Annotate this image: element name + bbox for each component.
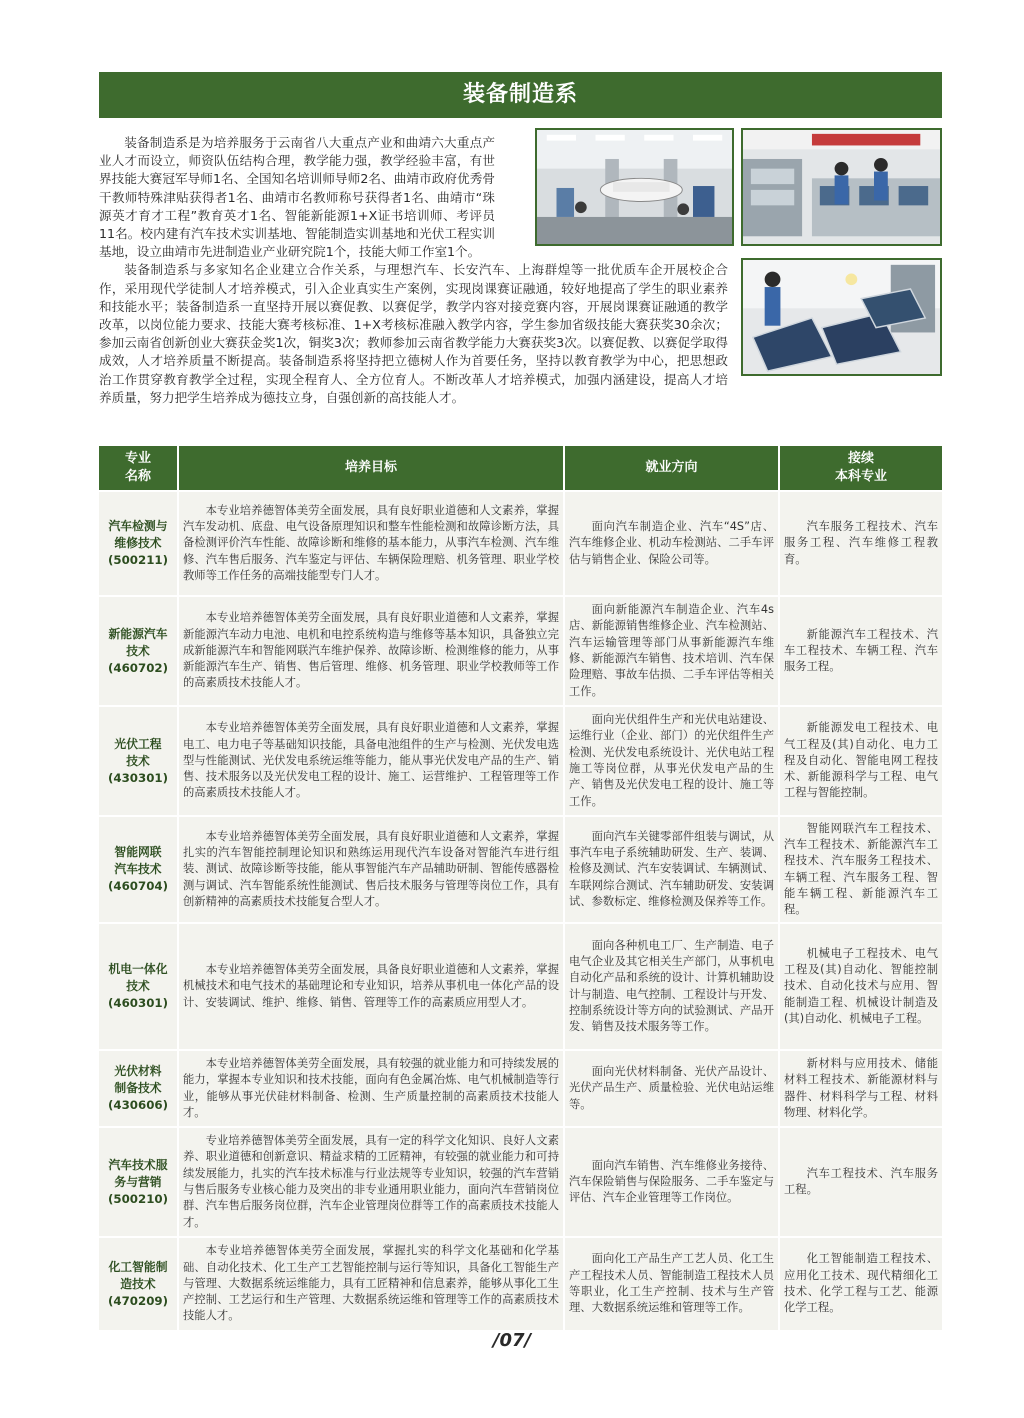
table-row (99, 1128, 942, 1238)
training-goal (179, 492, 565, 595)
major-name (99, 707, 179, 815)
table-row (99, 924, 942, 1051)
major-name-line: 维修技术 (114, 536, 162, 550)
major-name-line: 技术 (126, 753, 150, 768)
major-name (99, 492, 179, 595)
training-goal (179, 707, 565, 815)
intro-paragraph: 装备制造系是为培养服务于云南省八大重点产业和曲靖六大重点产业人才而设立，师资队伍结构合理，教学能力强，教学经验丰富，有世界技能大赛冠军导师1名、全国知名培训师导师2名、曲靖市政府优秀骨干教师特殊津贴获得者1名、曲靖市名教师称号获得者1名、曲靖市“珠源英才育才工程”教育英才1名、智能新能源1+X证书培训师、考评员11名。校内建有汽车技术实训基地、智能制造实训基地和光伏工程实训基地，设立曲靖市先进制造业产业研究院1个，技能大师工作室1个。 (99, 135, 495, 260)
header-further-line: 本科专业 (834, 469, 887, 484)
career-direction (565, 597, 780, 705)
career-direction (565, 817, 780, 922)
further-study-text: 化工智能制造工程技术、应用化工技术、现代精细化工技术、化学工程与工艺、能源化学工程。 (784, 1252, 938, 1315)
major-name (99, 597, 179, 705)
major-name-line: 制备技术 (114, 1081, 162, 1095)
career-direction-text: 面向汽车关键零部件组装与调试，从事汽车电子系统辅助研发、生产、装调、检修及测试、汽车安装调试、车辆测试、车联网综合测试、汽车辅助研发、安装调试、参数标定、维修检测及保养等工作。 (569, 829, 774, 908)
career-direction-text: 面向汽车销售、汽车维修业务接待、汽车保险销售与保险服务、二手车鉴定与评估、汽车企业管理等工作岗位。 (569, 1158, 774, 1205)
career-direction (565, 492, 780, 595)
further-study (780, 1238, 942, 1330)
career-direction (565, 1051, 780, 1126)
major-name (99, 924, 179, 1049)
training-goal-text: 本专业培养德智体美劳全面发展，具有良好职业道德和人文素养，掌握扎实的汽车智能控制理论知识和熟练运用现代汽车设备对智能汽车进行组装、测试、故障诊断等技能，能从事智能汽车产品辅助研制、智能传感器检测与调试、汽车智能系统性能测试、售后技术服务与管理等岗位工作，具有创新精神的高素质技术技能复合型人才。 (183, 829, 559, 908)
further-study (780, 492, 942, 595)
further-study (780, 707, 942, 815)
training-goal-text: 本专业培养德智体美劳全面发展，具有良好职业道德和人文素养，掌握汽车发动机、底盘、电气设备原理知识和整车性能检测和故障诊断方法，具备检测评价汽车性能、故障诊断和维修的基本能力，从事汽车检测、汽车维修、汽车售后服务、汽车鉴定与评估、车辆保险理赔、机务管理、职业学校教师等工作任务的高端技能型专门人才。 (183, 503, 559, 582)
header-career: 就业方向 (565, 446, 780, 490)
major-name-line: 务与营销 (114, 1174, 162, 1189)
table-row (99, 1051, 942, 1128)
major-code: (460301) (107, 996, 169, 1010)
career-direction-text: 面向化工产品生产工艺人员、化工生产工程技术人员、智能制造工程技术人员等职业，化工生产控制、技术与生产管理、大数据系统运维和管理等工作。 (569, 1252, 774, 1315)
major-code: (460702) (107, 660, 169, 675)
career-direction (565, 1128, 780, 1236)
further-study-text: 智能网联汽车工程技术、汽车工程技术、新能源汽车工程技术、汽车服务工程技术、车辆工程、汽车服务工程、智能车辆工程、新能源汽车工程。 (784, 821, 938, 917)
page-number: /07/ (492, 1330, 532, 1351)
training-goal-text: 专业培养德智体美劳全面发展，具有一定的科学文化知识、良好人文素养、职业道德和创新意识、精益求精的工匠精神，有较强的就业能力和可持续发展能力，扎实的汽车技术标准与行业法规等专业知识，较强的汽车营销与售后服务专业核心能力及突出的非专业通用职业能力，面向汽车营销岗位群、汽车售后服务岗位群，汽车企业管理岗位群等工作的高素质技术技能人才。 (183, 1134, 559, 1229)
training-goal (179, 1238, 565, 1330)
major-name-line: 造技术 (120, 1276, 156, 1291)
further-study (780, 924, 942, 1049)
float-spacer-top (495, 134, 942, 248)
major-code: (430606) (107, 1098, 169, 1112)
training-goal-text: 本专业培养德智体美劳全面发展，具有较强的就业能力和可持续发展的能力，掌握本专业知识和技术技能，面向有色金属冶炼、电气机械制造等行业，能够从事光伏硅材料制备、检测、生产质量控制的高素质技术技能人才。 (183, 1056, 559, 1119)
major-name-line: 机电一体化 (108, 962, 168, 976)
career-direction (565, 1238, 780, 1330)
further-study-text: 新能源汽车工程技术、汽车工程技术、车辆工程、汽车服务工程。 (784, 627, 938, 674)
further-study-text: 机械电子工程技术、电气工程及(其)自动化、智能控制技术、自动化技术与应用、智能制造工程、机械设计制造及(其)自动化、机械电子工程。 (784, 946, 938, 1025)
major-name-line: 智能网联 (114, 845, 162, 859)
department-title-banner (99, 72, 942, 118)
further-study-text: 新能源发电工程技术、电气工程及(其)自动化、电力工程及自动化、智能电网工程技术、新能源科学与工程、电气工程与智能控制。 (784, 721, 938, 800)
major-name-line: 技术 (126, 979, 150, 993)
intro-paragraph: 装备制造系与多家知名企业建立合作关系，与理想汽车、长安汽车、上海群煌等一批优质车企开展校企合作，采用现代学徒制人才培养模式，引入企业真实生产案例，实现岗课赛证融通，较好地提高了学生的职业素养和技能水平；装备制造系一直坚持开展以赛促教、以赛促学，教学内容对接竞赛内容，开展岗课赛证融通的教学改革，以岗位能力要求、技能大赛考核标准、1+X考核标准融入教学内容，学生参加省级技能大赛获奖30余次；参加云南省创新创业大赛获金奖1次，铜奖3次；教师参加云南省教学能力大赛获奖3次。以赛促教、以赛促学取得成效，人才培养质量不断提高。装备制造系将坚持把立德树人作为首要任务，坚持以教育教学为中心，把思想政治工作贯穿教育教学全过程，实现全程育人、全方位育人。不断改革人才培养模式，加强内涵建设，提高人才培养质量，努力把学生培养成为德技立身，自强创新的高技能人才。 (99, 262, 728, 405)
float-spacer-bottom (728, 248, 942, 386)
table-header (99, 446, 942, 492)
table-row (99, 492, 942, 597)
major-name-line: 技术 (126, 643, 150, 658)
major-name (99, 817, 179, 922)
majors-table (99, 446, 942, 1332)
career-direction (565, 924, 780, 1049)
training-goal-text: 本专业培养德智体美劳全面发展，具有良好职业道德和人文素养，掌握电工、电力电子等基础知识技能，具备电池组件的生产与检测、光伏发电选型与性能测试、光伏发电系统运维等能力，能从事光伏发电产品的生产、销售、技术服务以及光伏发电工程的设计、施工、运营维护、工程管理等工作的高素质技术技能人才。 (183, 721, 559, 800)
intro-text (99, 134, 942, 407)
major-name-line: 新能源汽车 (108, 626, 168, 641)
career-direction-text: 面向新能源汽车制造企业、汽车4s店、新能源销售维修企业、汽车检测站、汽车运输管理等部门从事新能源汽车维修、新能源汽车销售、技术培训、汽车保险理赔、事故车估损、二手车评估等相关工作。 (569, 603, 774, 698)
major-name-line: 光伏工程 (114, 736, 162, 751)
header-major (99, 446, 179, 490)
career-direction-text: 面向各种机电工厂、生产制造、电子电气企业及其它相关生产部门，从事机电自动化产品和系统的设计、计算机辅助设计与制造、电气控制、工程设计与开发、控制系统设计等方向的试验测试、产品开发、销售及技术服务等工作。 (569, 938, 774, 1034)
header-goal: 培养目标 (179, 446, 565, 490)
header-major-line: 专业 (124, 451, 151, 466)
training-goal-text: 本专业培养德智体美劳全面发展，具有良好职业道德和人文素养，掌握新能源汽车动力电池、电机和电控系统构造与维修等基本知识，具备独立完成新能源汽车和智能网联汽车维护保养、故障诊断、检测维修的能力，从事新能源汽车生产、销售、售后管理、维修、机务管理、职业学校教师等工作的高素质技术技能人才。 (183, 611, 559, 690)
further-study-text: 汽车工程技术、汽车服务工程。 (784, 1166, 938, 1196)
career-direction-text: 面向汽车制造企业、汽车“4S”店、汽车维修企业、机动车检测站、二手车评估与销售企业、保险公司等。 (569, 520, 774, 566)
training-goal-text: 本专业培养德智体美劳全面发展，掌握扎实的科学文化基础和化学基础、自动化技术、化工生产工艺智能控制与运行等知识，具备化工智能生产与管理、大数据系统运维能力，具有工匠精神和信息素养，能够从事化工生产控制、工艺运行和生产管理、大数据系统运维和管理等工作的高素质技术技能人才。 (183, 1244, 559, 1323)
major-name-line: 汽车检测与 (108, 519, 168, 533)
training-goal (179, 597, 565, 705)
training-goal (179, 1128, 565, 1236)
major-name-line: 汽车技术 (114, 862, 162, 876)
further-study-text: 汽车服务工程技术、汽车服务工程、汽车维修工程教育。 (784, 520, 938, 566)
table-row (99, 597, 942, 707)
table-row (99, 817, 942, 924)
career-direction-text: 面向光伏材料制备、光伏产品设计、光伏产品生产、质量检验、光伏电站运维等。 (569, 1065, 774, 1111)
header-major-line: 名称 (124, 469, 151, 484)
training-goal-text: 本专业培养德智体美劳全面发展，具备良好职业道德和人文素养，掌握机械技术和电气技术的基础理论和专业知识，培养从事机电一体化产品的设计、安装调试、维护、维修、销售、管理等工作的高素质应用型人才。 (183, 963, 559, 1009)
major-name (99, 1238, 179, 1330)
major-code: (430301) (107, 770, 169, 785)
further-study (780, 1051, 942, 1126)
major-name (99, 1051, 179, 1126)
table-row (99, 707, 942, 817)
career-direction (565, 707, 780, 815)
header-further-line: 接续 (847, 451, 874, 466)
major-name (99, 1128, 179, 1236)
header-further (780, 446, 942, 490)
major-code: (500210) (107, 1191, 169, 1206)
major-code: (500211) (107, 553, 169, 567)
department-title: 装备制造系 (462, 82, 578, 107)
further-study-text: 新材料与应用技术、储能材料工程技术、新能源材料与器件、材料科学与工程、材料物理、材料化学。 (784, 1056, 938, 1119)
career-direction-text: 面向光伏组件生产和光伏电站建设、运维行业（企业、部门）的光伏组件生产检测、光伏发电系统设计、光伏电站工程施工等岗位群，从事光伏发电产品的生产、销售及光伏发电工程的设计、施工等工作。 (569, 713, 774, 808)
further-study (780, 597, 942, 705)
training-goal (179, 1051, 565, 1126)
major-code: (460704) (107, 879, 169, 893)
major-name-line: 光伏材料 (114, 1064, 162, 1078)
major-name-line: 汽车技术服 (108, 1157, 168, 1172)
further-study (780, 817, 942, 922)
further-study (780, 1128, 942, 1236)
training-goal (179, 817, 565, 922)
training-goal (179, 924, 565, 1049)
major-name-line: 化工智能制 (108, 1259, 168, 1274)
table-row (99, 1238, 942, 1332)
major-code: (470209) (107, 1293, 169, 1308)
